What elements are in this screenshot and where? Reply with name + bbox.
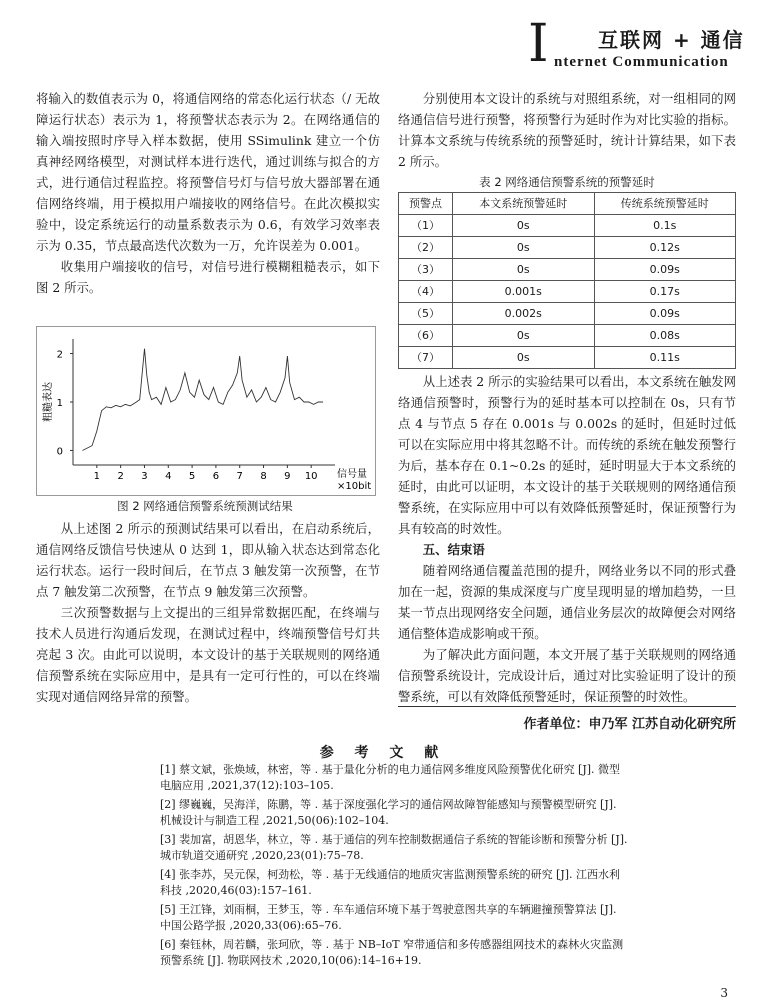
x-tick-label: 6 bbox=[212, 471, 220, 482]
figure-2 bbox=[36, 326, 376, 496]
x-tick-label: 9 bbox=[284, 471, 291, 482]
x-tick-label: 10 bbox=[304, 471, 318, 482]
table-cell: 0.001s bbox=[453, 281, 594, 303]
table-cell: （7） bbox=[399, 347, 453, 369]
header-initial: I bbox=[528, 14, 549, 74]
line-chart bbox=[37, 327, 375, 495]
left-column-bottom bbox=[36, 518, 380, 707]
journal-header bbox=[470, 14, 762, 74]
header-cn-title: 互联网 + 通信 bbox=[598, 28, 745, 52]
page-number: 3 bbox=[720, 986, 728, 1000]
table-row bbox=[399, 237, 736, 259]
paragraph: 从上述图 2 所示的预测试结果可以看出，在启动系统后，通信网络反馈信号快速从 0 达到 1，即从输入状态达到常态化运行状态。运行一段时间后，在节点 3 触发第一次预警，在节点 7 触发第二次预警，在节点 9 触发第三次预警。 bbox=[36, 521, 380, 599]
x-axis-unit: ×10bit bbox=[337, 481, 372, 492]
table-cell: （3） bbox=[399, 259, 453, 281]
delay-table bbox=[398, 192, 736, 369]
table-cell: （5） bbox=[399, 303, 453, 325]
paragraph: 收集用户端接收的信号，对信号进行模糊粗糙表示，如下图 2 所示。 bbox=[36, 259, 380, 295]
section-5-heading: 五、结束语 bbox=[422, 542, 485, 557]
data-series-line bbox=[83, 349, 324, 451]
y-tick-label: 0 bbox=[56, 446, 63, 458]
table-header-cell: 预警点 bbox=[399, 193, 453, 215]
reference-item: [6] 秦钰林，周若麟，张珂欣，等 . 基于 NB–IoT 窄带通信和多传感器组网技术的森林火灾监测预警系统 [J]. 物联网技术 ,2020,10(06):14–16+19. bbox=[160, 938, 624, 967]
table-row bbox=[399, 347, 736, 369]
table-row bbox=[399, 303, 736, 325]
table-row bbox=[399, 259, 736, 281]
divider bbox=[398, 706, 736, 707]
x-tick-label: 7 bbox=[236, 471, 243, 482]
table-cell: 0.09s bbox=[594, 303, 735, 325]
table-cell: 0s bbox=[453, 325, 594, 347]
table-cell: 0s bbox=[453, 215, 594, 237]
y-tick-label: 1 bbox=[56, 398, 63, 409]
paragraph: 为了解决此方面问题，本文开展了基于关联规则的网络通信预警系统设计，完成设计后，通过对比实验证明了设计的预警系统，可以有效降低预警延时，保证预警的时效性。 bbox=[398, 647, 736, 704]
table-cell: 0s bbox=[453, 237, 594, 259]
table-cell: 0.08s bbox=[594, 325, 735, 347]
paragraph: 从上述表 2 所示的实验结果可以看出，本文系统在触发网络通信预警时，预警行为的延时基本可以控制在 0s，只有节点 4 与节点 5 存在 0.001s 与 0.002s 的延时，但延时过低可以在实际应用中将其忽略不计。而传统的系统在触发预警行为后，基本存在 0.1~0.2s 的延时，延时明显大于本文系统的延时，由此可以证明，本文设计的基于关联规则的网络通信预警系统，在实际应用中可以有效降低预警延时，保证预警行为具有较高的时效性。 bbox=[398, 374, 736, 536]
table-row bbox=[399, 325, 736, 347]
table-row bbox=[399, 215, 736, 237]
y-tick-label: 2 bbox=[56, 349, 63, 361]
table-cell: （6） bbox=[399, 325, 453, 347]
table-cell: 0.12s bbox=[594, 237, 735, 259]
x-tick-label: 8 bbox=[260, 471, 267, 482]
reference-item: [3] 裴加富，胡恩华，林立，等 . 基于通信的列车控制数据通信子系统的智能诊断和预警分析 [J]. 城市轨道交通研究 ,2020,23(01):75–78. bbox=[160, 833, 628, 862]
table-cell: 0.17s bbox=[594, 281, 735, 303]
table-caption: 表 2 网络通信预警系统的预警延时 bbox=[479, 175, 655, 189]
table-cell: 0.1s bbox=[594, 215, 735, 237]
reference-item: [4] 张李苏，吴元保，柯劲松，等 . 基于无线通信的地质灾害监测预警系统的研究 [J]. 江西水利科技 ,2020,46(03):157–161. bbox=[160, 868, 621, 897]
left-column-top bbox=[36, 88, 380, 298]
table-cell: （1） bbox=[399, 215, 453, 237]
references-heading: 参 考 文 献 bbox=[319, 745, 447, 761]
x-tick-label: 4 bbox=[165, 471, 172, 482]
table-row bbox=[399, 281, 736, 303]
reference-item: [5] 王江锋，刘雨桐，王梦玉，等 . 车车通信环境下基于驾驶意图共享的车辆避撞预警算法 [J]. 中国公路学报 ,2020,33(06):65–76. bbox=[160, 903, 617, 932]
references-list bbox=[160, 762, 630, 972]
table-header-row bbox=[399, 193, 736, 215]
reference-item: [2] 缪巍巍，吴海洋，陈鹏，等 . 基于深度强化学习的通信网故障智能感知与预警模型研究 [J]. 机械设计与制造工程 ,2021,50(06):102–104. bbox=[160, 798, 617, 827]
x-tick-label: 3 bbox=[141, 471, 148, 482]
table-cell: 0.09s bbox=[594, 259, 735, 281]
table-cell: 0.002s bbox=[453, 303, 594, 325]
header-en-title: nternet Communication bbox=[554, 54, 729, 70]
table-cell: 0s bbox=[453, 347, 594, 369]
author-line: 作者单位：申乃军 江苏自动化研究所 bbox=[523, 717, 736, 732]
paragraph: 分别使用本文设计的系统与对照组系统，对一组相同的网络通信信号进行预警，将预警行为延时作为对比实验的指标。计算本文系统与传统系统的预警延时，统计计算结果，如下表 2 所示。 bbox=[398, 91, 736, 169]
y-axis-label: 粗糙表达 bbox=[43, 382, 54, 422]
paragraph: 三次预警数据与上文提出的三组异常数据匹配，在终端与技术人员进行沟通后发现，在测试过程中，终端预警信号灯共亮起 3 次。由此可以说明，本文设计的基于关联规则的网络通信预警系统在实际应用中，是具有一定可行性的，可以在终端实现对通信网络异常的预警。 bbox=[36, 605, 380, 704]
paragraph: 随着网络通信覆盖范围的提升，网络业务以不同的形式叠加在一起，资源的集成深度与广度呈现明显的增加趋势，一旦某一节点出现网络安全问题，通信业务层次的故障便会对网络通信整体造成影响或干预。 bbox=[398, 563, 736, 641]
reference-item: [1] 蔡文斌，张焕域，林密，等 . 基于量化分析的电力通信网多维度风险预警优化研究 [J]. 微型电脑应用 ,2021,37(12):103–105. bbox=[160, 763, 621, 792]
figure-caption: 图 2 网络通信预警系统预测试结果 bbox=[117, 499, 293, 513]
table-cell: （4） bbox=[399, 281, 453, 303]
x-tick-label: 2 bbox=[117, 471, 124, 482]
table-cell: 0.11s bbox=[594, 347, 735, 369]
table-cell: （2） bbox=[399, 237, 453, 259]
x-axis-label: 信号量 bbox=[337, 469, 367, 480]
table-header-cell: 传统系统预警延时 bbox=[594, 193, 735, 215]
table-cell: 0s bbox=[453, 259, 594, 281]
right-column bbox=[398, 88, 736, 707]
paragraph: 将输入的数值表示为 0，将通信网络的常态化运行状态（/ 无故障运行状态）表示为 1，将预警状态表示为 2。在网络通信的输入端按照时序导入样本数据，使用 SSimulink 建立一个仿真神经网络模型，对测试样本进行迭代，通过训练与拟合的方式，进行通信过程监控。将预警信号灯与信号放大器部署在通信网络终端，用于模拟用户端接收的网络信号。在此次模拟实验中，设定系统运行的动量系数表示为 0.6，有效学习效率表示为 0.35，节点最高迭代次数为一万，允许误差为 0.001。 bbox=[36, 91, 380, 253]
table-header-cell: 本文系统预警延时 bbox=[453, 193, 594, 215]
x-tick-label: 1 bbox=[93, 471, 101, 482]
x-tick-label: 5 bbox=[188, 471, 196, 482]
